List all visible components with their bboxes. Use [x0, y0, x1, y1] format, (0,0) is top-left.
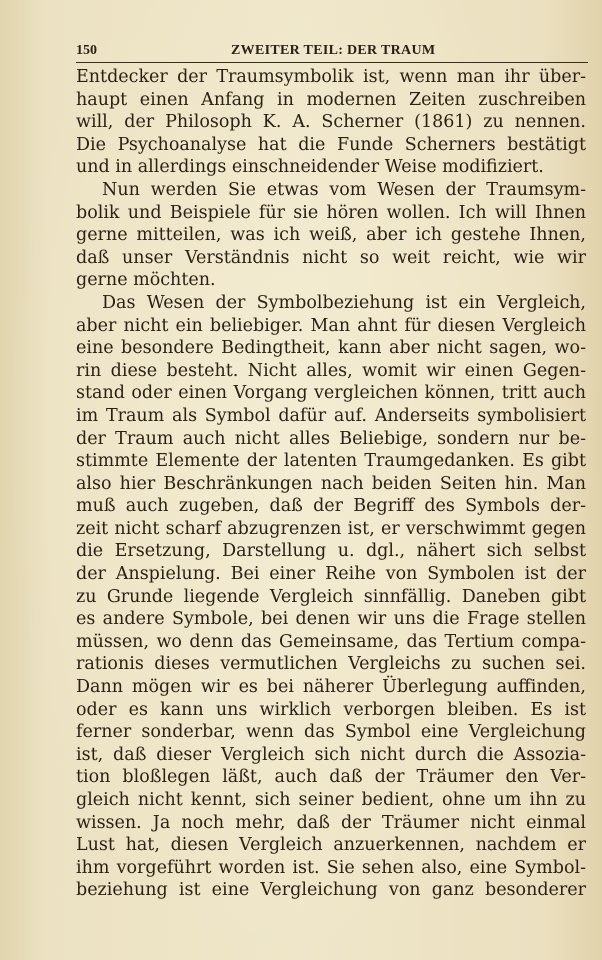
paragraph-3: [76, 292, 586, 902]
paragraph-2: [76, 179, 586, 292]
page-header: [76, 40, 588, 64]
text-line: wissen. Ja noch mehr, daß der Träumer nicht einmal: [76, 812, 586, 833]
text-line: im Traum als Symbol dafür auf. Anderseits symbolisiert: [76, 405, 586, 426]
text-line: also hier Beschränkungen nach beiden Seiten hin. Man: [76, 473, 586, 494]
text-line: Die Psychoanalyse hat die Funde Scherners bestätigt: [76, 134, 586, 155]
text-line: Dann mögen wir es bei näherer Überlegung auffinden,: [76, 677, 586, 698]
text-line: ferner sonderbar, wenn das Symbol eine Vergleichung: [76, 722, 586, 743]
text-line: Lust hat, diesen Vergleich anzuerkennen, nachdem er: [76, 835, 586, 856]
running-title: ZWEITER TEIL: DER TRAUM: [231, 43, 436, 58]
text-line: eine besondere Bedingtheit, kann aber nicht sagen, wo-: [76, 338, 586, 359]
text-line: stand oder einen Vorgang vergleichen können, tritt auch: [76, 383, 586, 404]
text-line: zu Grunde liegende Vergleich sinnfällig. Daneben gibt: [76, 586, 586, 607]
text-line: beziehung ist eine Vergleichung von ganz besonderer: [76, 880, 586, 901]
text-line: der Anspielung. Bei einer Reihe von Symbolen ist der: [76, 564, 586, 585]
text-line: müssen, wo denn das Gemeinsame, das Tertium compa-: [76, 631, 586, 652]
text-line: und in allerdings einschneidender Weise modifiziert.: [76, 157, 544, 178]
text-line: Entdecker der Traumsymbolik ist, wenn man ihr über-: [76, 67, 586, 87]
text-line: aber nicht ein beliebiger. Man ahnt für diesen Vergleich: [76, 315, 586, 336]
page-number: 150: [76, 43, 97, 58]
text-line: ihm vorgeführt worden ist. Sie sehen also, eine Symbol-: [76, 857, 586, 878]
text-line: gerne mitteilen, was ich weiß, aber ich gestehe Ihnen,: [76, 225, 586, 246]
body-text: [76, 66, 586, 902]
text-line: will, der Philosoph K. A. Scherner (1861) zu nennen.: [76, 112, 586, 133]
text-line: haupt einen Anfang in modernen Zeiten zuschreiben: [76, 89, 586, 110]
text-line: die Ersetzung, Darstellung u. dgl., nähert sich selbst: [76, 541, 586, 562]
paragraph-1: [76, 66, 586, 179]
text-line: der Traum auch nicht alles Beliebige, sondern nur be-: [76, 428, 586, 449]
text-line: rin diese besteht. Nicht alles, womit wir einen Gegen-: [76, 360, 586, 381]
text-line: muß auch zugeben, daß der Begriff des Symbols der-: [76, 496, 586, 517]
text-line: daß unser Verständnis nicht so weit reicht, wie wir: [76, 247, 586, 268]
text-line: es andere Symbole, bei denen wir uns die Frage stellen: [76, 609, 586, 630]
header-rule: [76, 62, 588, 63]
text-line: rationis dieses vermutlichen Vergleichs zu suchen sei.: [76, 654, 586, 675]
text-line: Nun werden Sie etwas vom Wesen der Traumsym-: [102, 179, 586, 200]
text-line: zeit nicht scharf abzugrenzen ist, er verschwimmt gegen: [76, 518, 586, 539]
text-line: stimmte Elemente der latenten Traumgedanken. Es gibt: [76, 451, 586, 472]
text-line: gerne möchten.: [76, 270, 216, 291]
text-line: oder es kann uns wirklich verborgen bleiben. Es ist: [76, 699, 586, 720]
text-line: ist, daß dieser Vergleich sich nicht durch die Assozia-: [76, 744, 586, 765]
text-line: bolik und Beispiele für sie hören wollen. Ich will Ihnen: [76, 202, 586, 223]
text-line: Das Wesen der Symbolbeziehung ist ein Vergleich,: [102, 292, 586, 313]
text-line: tion bloßlegen läßt, auch daß der Träumer den Ver-: [76, 767, 586, 788]
text-line: gleich nicht kennt, sich seiner bedient, ohne um ihn zu: [76, 790, 586, 810]
